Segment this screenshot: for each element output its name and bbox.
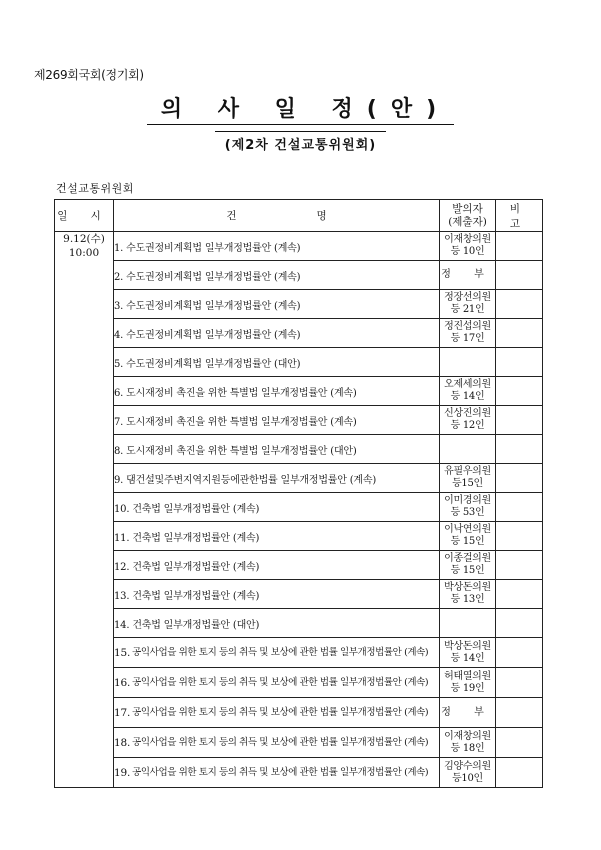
table-row: [55, 522, 543, 551]
proposer-cell: [440, 668, 496, 698]
session-label: 제269회국회(정기회): [34, 68, 144, 82]
table-row: [55, 728, 543, 758]
proposer-count: 등10인: [452, 772, 483, 784]
agenda-item: [114, 668, 440, 698]
table-row: [55, 290, 543, 319]
note-cell: [496, 232, 543, 261]
table-row: [55, 377, 543, 406]
agenda-item-title: 수도권정비계획법 일부개정법률안 (계속): [126, 242, 301, 254]
proposer-count: 등 14인: [450, 391, 485, 402]
agenda-item-title: 공익사업을 위한 토지 등의 취득 및 보상에 관한 법률 일부개정법률안 (계속): [132, 766, 429, 778]
agenda-item-number: 2.: [114, 271, 124, 283]
proposer-cell: [440, 493, 496, 522]
agenda-item-number: 13.: [114, 590, 130, 602]
agenda-item: [114, 377, 440, 406]
header-item: [114, 200, 440, 232]
agenda-item-number: 1.: [114, 242, 124, 254]
agenda-item-number: 15.: [114, 646, 131, 659]
note-cell: [496, 406, 543, 435]
note-cell: [496, 435, 543, 464]
committee-name: 건설교통위원회: [56, 182, 134, 195]
agenda-item-number: 9.: [114, 474, 124, 486]
table-row: [55, 319, 543, 348]
proposer-cell: [440, 758, 496, 788]
proposer-name: 정 부: [441, 706, 494, 718]
agenda-item-number: 17.: [114, 706, 131, 719]
document-subtitle-text: (제2차 건설교통위원회): [215, 131, 386, 153]
proposer-name: 이재창의원: [444, 730, 491, 742]
header-proposer: [440, 200, 496, 232]
proposer-count: 등 13인: [450, 594, 485, 605]
proposer-cell: [440, 464, 496, 493]
note-cell: [496, 377, 543, 406]
note-cell: [496, 551, 543, 580]
proposer-name: 이낙연의원: [444, 524, 491, 535]
proposer-cell: [440, 319, 496, 348]
document-title-text: 의 사 일 정(안): [147, 92, 454, 125]
agenda-item: [114, 758, 440, 788]
note-cell: [496, 290, 543, 319]
proposer-cell: [440, 290, 496, 319]
header-item-left: 건: [226, 210, 237, 222]
session-date: 9.12(수): [63, 233, 105, 245]
proposer-count: 등 15인: [450, 536, 485, 547]
agenda-item-number: 8.: [114, 445, 124, 457]
proposer-count: 등 21인: [450, 304, 485, 315]
agenda-item-number: 19.: [114, 766, 131, 779]
note-cell: [496, 522, 543, 551]
proposer-name: 정장선의원: [444, 292, 491, 303]
proposer-cell: [440, 551, 496, 580]
proposer-cell: [440, 522, 496, 551]
table-row: [55, 758, 543, 788]
table-row: [55, 464, 543, 493]
proposer-name: 이미경의원: [444, 495, 491, 506]
table-row: [55, 580, 543, 609]
proposer-cell: [440, 580, 496, 609]
note-cell: [496, 668, 543, 698]
agenda-item: [114, 638, 440, 668]
agenda-item: [114, 698, 440, 728]
agenda-item-title: 도시재정비 촉진을 위한 특별법 일부개정법률안 (계속): [126, 387, 357, 399]
agenda-item-number: 5.: [114, 358, 124, 370]
agenda-item: [114, 522, 440, 551]
proposer-cell: [440, 348, 496, 377]
note-cell: [496, 319, 543, 348]
agenda-item-number: 16.: [114, 676, 131, 689]
agenda-item-title: 건축법 일부개정법률안 (계속): [132, 503, 260, 515]
proposer-cell: [440, 435, 496, 464]
proposer-cell: [440, 698, 496, 728]
agenda-item-number: 12.: [114, 561, 130, 573]
proposer-cell: [440, 638, 496, 668]
proposer-count: 등 17인: [450, 333, 485, 344]
agenda-item: [114, 728, 440, 758]
proposer-count: 등 15인: [450, 565, 485, 576]
proposer-count: 등 19인: [450, 682, 485, 694]
document-title: [0, 92, 601, 125]
header-note: 비 고: [496, 200, 543, 232]
table-row: [55, 551, 543, 580]
proposer-name: 정진섭의원: [444, 321, 491, 332]
agenda-item-title: 도시재정비 촉진을 위한 특별법 일부개정법률안 (대안): [126, 445, 357, 457]
agenda-item: [114, 464, 440, 493]
agenda-item: [114, 319, 440, 348]
document-subtitle: [0, 131, 601, 153]
proposer-name: 신상진의원: [444, 408, 491, 419]
proposer-cell: [440, 232, 496, 261]
agenda-item: [114, 348, 440, 377]
agenda-item-number: 3.: [114, 300, 124, 312]
agenda-item-title: 수도권정비계획법 일부개정법률안 (계속): [126, 300, 301, 312]
agenda-item-title: 댐건설및주변지역지원등에관한법률 일부개정법률안 (계속): [126, 474, 377, 486]
agenda-item-title: 건축법 일부개정법률안 (계속): [132, 590, 260, 602]
table-row: [55, 435, 543, 464]
proposer-cell: [440, 728, 496, 758]
table-row: [55, 638, 543, 668]
agenda-item: [114, 493, 440, 522]
proposer-cell: [440, 261, 496, 290]
agenda-item-title: 공익사업을 위한 토지 등의 취득 및 보상에 관한 법률 일부개정법률안 (계속): [132, 706, 429, 718]
note-cell: [496, 348, 543, 377]
proposer-name: 박상돈의원: [444, 582, 491, 593]
agenda-item-title: 수도권정비계획법 일부개정법률안 (대안): [126, 358, 301, 370]
agenda-item-title: 건축법 일부개정법률안 (대안): [132, 619, 260, 631]
proposer-count: 등15인: [452, 478, 483, 489]
header-item-right: 명: [316, 210, 327, 222]
session-date-cell: [55, 232, 114, 788]
proposer-count: 등 14인: [450, 652, 485, 664]
header-date: 일 시: [55, 200, 114, 232]
agenda-item-number: 7.: [114, 416, 124, 428]
proposer-count: 등 12인: [450, 420, 485, 431]
agenda-item: [114, 406, 440, 435]
agenda-item-title: 도시재정비 촉진을 위한 특별법 일부개정법률안 (계속): [126, 416, 357, 428]
note-cell: [496, 698, 543, 728]
proposer-name: 김양수의원: [444, 760, 491, 772]
agenda-item: [114, 232, 440, 261]
proposer-name: 박상돈의원: [444, 640, 491, 652]
agenda-item-title: 공익사업을 위한 토지 등의 취득 및 보상에 관한 법률 일부개정법률안 (계속): [132, 646, 429, 658]
agenda-item: [114, 580, 440, 609]
note-cell: [496, 728, 543, 758]
agenda-item-number: 14.: [114, 619, 130, 631]
table-row: [55, 232, 543, 261]
agenda-item-title: 수도권정비계획법 일부개정법률안 (계속): [126, 329, 301, 341]
agenda-item-title: 공익사업을 위한 토지 등의 취득 및 보상에 관한 법률 일부개정법률안 (계속): [132, 736, 429, 748]
note-cell: [496, 609, 543, 638]
proposer-count: 등 53인: [450, 507, 485, 518]
agenda-table: [54, 199, 543, 788]
agenda-item-number: 4.: [114, 329, 124, 341]
agenda-item-title: 공익사업을 위한 토지 등의 취득 및 보상에 관한 법률 일부개정법률안 (계속): [132, 676, 429, 688]
table-row: [55, 493, 543, 522]
agenda-item-number: 11.: [114, 532, 130, 544]
agenda-item: [114, 435, 440, 464]
table-row: [55, 348, 543, 377]
agenda-item: [114, 290, 440, 319]
note-cell: [496, 580, 543, 609]
proposer-name: 오제세의원: [444, 379, 491, 390]
agenda-item: [114, 261, 440, 290]
table-row: [55, 406, 543, 435]
proposer-cell: [440, 609, 496, 638]
agenda-item-title: 건축법 일부개정법률안 (계속): [132, 532, 260, 544]
agenda-item-title: 건축법 일부개정법률안 (계속): [132, 561, 260, 573]
header-proposer-line2: (제출자): [448, 215, 487, 228]
table-row: [55, 261, 543, 290]
agenda-item-number: 18.: [114, 736, 131, 749]
proposer-name: 이종걸의원: [444, 553, 491, 564]
note-cell: [496, 493, 543, 522]
proposer-name: 정 부: [441, 269, 494, 280]
proposer-name: 이재창의원: [444, 234, 491, 245]
table-row: [55, 698, 543, 728]
agenda-item-title: 수도권정비계획법 일부개정법률안 (계속): [126, 271, 301, 283]
proposer-cell: [440, 377, 496, 406]
agenda-item: [114, 551, 440, 580]
table-header-row: [55, 200, 543, 232]
note-cell: [496, 464, 543, 493]
proposer-cell: [440, 406, 496, 435]
note-cell: [496, 261, 543, 290]
note-cell: [496, 638, 543, 668]
agenda-item-number: 6.: [114, 387, 124, 399]
session-time: 10:00: [68, 247, 100, 259]
proposer-name: 허태열의원: [444, 670, 491, 682]
note-cell: [496, 758, 543, 788]
table-row: [55, 609, 543, 638]
agenda-item: [114, 609, 440, 638]
header-proposer-line1: 발의자: [452, 202, 483, 215]
proposer-name: 유필우의원: [444, 466, 491, 477]
agenda-item-number: 10.: [114, 503, 130, 515]
proposer-count: 등 10인: [450, 246, 485, 257]
table-row: [55, 668, 543, 698]
proposer-count: 등 18인: [450, 742, 485, 754]
